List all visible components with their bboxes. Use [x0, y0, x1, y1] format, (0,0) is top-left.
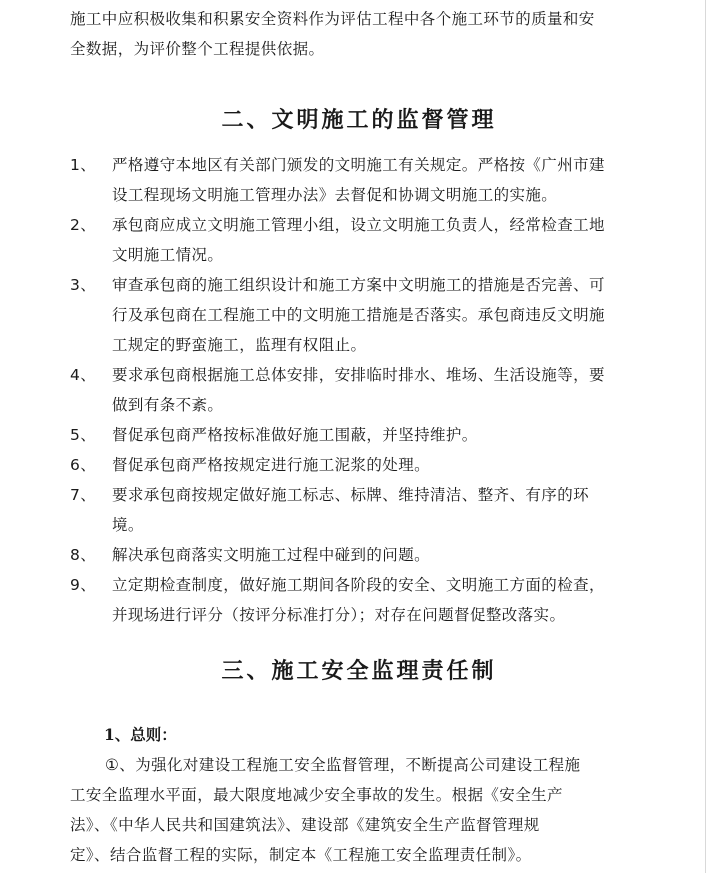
list-item-number: 7、: [70, 486, 97, 504]
list-item-number: 6、: [70, 456, 97, 474]
list-item-line: 解决承包商落实文明施工过程中碰到的问题。: [112, 546, 431, 564]
list-item-line: 严格遵守本地区有关部门颁发的文明施工有关规定。严格按《广州市建: [112, 156, 605, 174]
general-paragraph: [70, 750, 670, 870]
list-item-line: 要求承包商按规定做好施工标志、标牌、维持清洁、整齐、有序的环: [112, 486, 590, 504]
list-item-number: 4、: [70, 366, 97, 384]
subheading-general: 1、总则：: [104, 725, 177, 744]
paragraph-line: ①、为强化对建设工程施工安全监督管理，不断提高公司建设工程施: [105, 756, 581, 774]
list-item-text: [112, 210, 605, 270]
paragraph-line: 法》、《中华人民共和国建筑法》、建设部《建筑安全生产监督管理规: [70, 816, 540, 834]
list-item-line: 立定期检查制度，做好施工期间各阶段的安全、文明施工方面的检查，: [112, 576, 605, 594]
intro-line: 施工中应积极收集和积累安全资料作为评估工程中各个施工环节的质量和安: [70, 10, 595, 28]
list-item-text: [112, 450, 430, 480]
list-item-text: [112, 270, 605, 360]
list-item-line: 文明施工情况。: [112, 246, 224, 264]
list-item-number: 3、: [70, 276, 97, 294]
paragraph-line: 工安全监理水平面，最大限度地减少安全事故的发生。根据《安全生产: [70, 786, 563, 804]
list-item-number: 1、: [70, 156, 97, 174]
list-item-text: [112, 570, 605, 630]
paragraph-line: 定》、结合监督工程的实际，制定本《工程施工安全监理责任制》。: [70, 846, 532, 864]
list-item-line: 并现场进行评分（按评分标准打分）；对存在问题督促整改落实。: [112, 606, 566, 624]
intro-paragraph: [70, 4, 660, 64]
list-item-line: 工规定的野蛮施工，监理有权阻止。: [112, 336, 367, 354]
list-item-line: 设工程现场文明施工管理办法》去督促和协调文明施工的实施。: [112, 186, 558, 204]
list-item-line: 境。: [112, 516, 144, 534]
list-item-text: [112, 480, 589, 540]
intro-line: 全数据，为评价整个工程提供依据。: [70, 40, 325, 58]
section-2-heading: 二、文明施工的监督管理: [221, 107, 497, 133]
list-item-line: 行及承包商在工程施工中的文明施工措施是否落实。承包商违反文明施: [112, 306, 605, 324]
list-item-text: [112, 540, 430, 570]
list-item-line: 督促承包商严格按规定进行施工泥浆的处理。: [112, 456, 431, 474]
list-item-number: 5、: [70, 426, 97, 444]
list-item-line: 承包商应成立文明施工管理小组，设立文明施工负责人，经常检查工地: [112, 216, 605, 234]
list-item-line: 督促承包商严格按标准做好施工围蔽，并坚持维护。: [112, 426, 478, 444]
list-item-text: [112, 150, 605, 210]
list-item-text: [112, 360, 605, 420]
list-item-number: 2、: [70, 216, 97, 234]
section-3-heading: 三、施工安全监理责任制: [221, 658, 497, 684]
list-item-number: 9、: [70, 576, 97, 594]
list-item-text: [112, 420, 478, 450]
list-item-line: 审查承包商的施工组织设计和施工方案中文明施工的措施是否完善、可: [112, 276, 605, 294]
list-item-line: 做到有条不紊。: [112, 396, 224, 414]
list-item-line: 要求承包商根据施工总体安排，安排临时排水、堆场、生活设施等，要: [112, 366, 605, 384]
list-item-number: 8、: [70, 546, 97, 564]
